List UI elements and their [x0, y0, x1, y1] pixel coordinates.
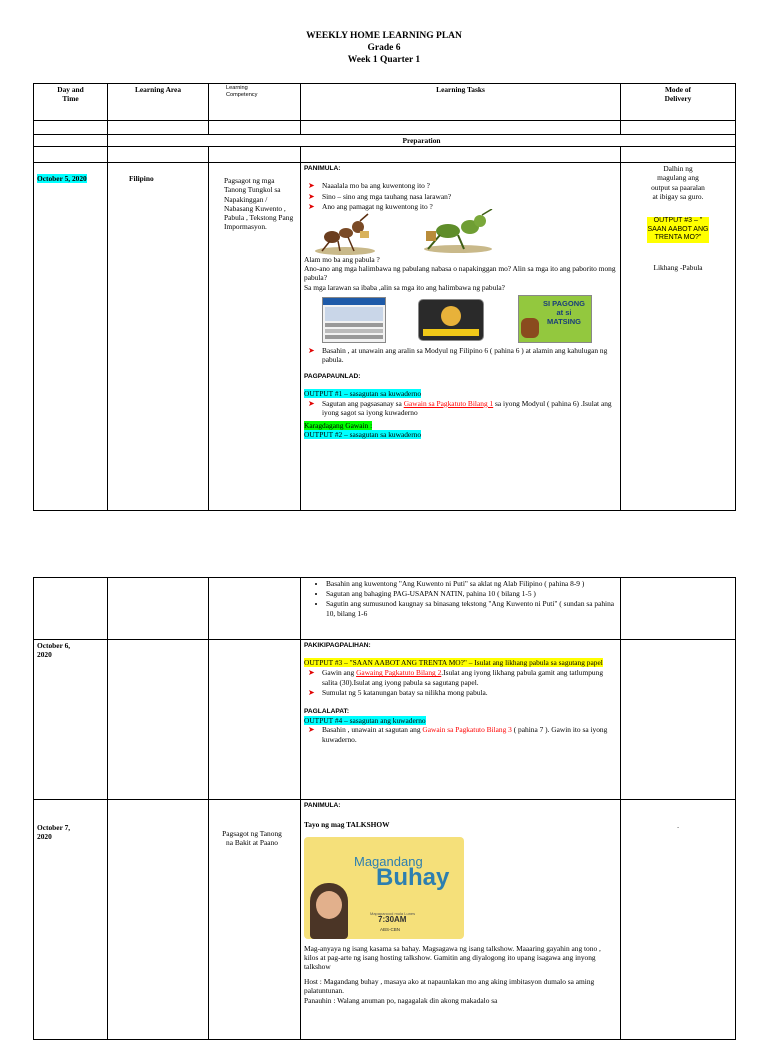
preparation-label: Preparation	[108, 135, 736, 147]
learning-plan-table-2	[33, 577, 736, 1040]
mode-text: Dalhin ng magulang ang output sa paaralan at ibigay sa guro.	[651, 164, 705, 201]
magandang-buhay-image-icon	[304, 837, 464, 939]
section-panimula: PANIMULA:	[304, 802, 341, 809]
mode-output-3: OUTPUT #3 – " SAAN AABOT ANG TRENTA MO?"	[647, 217, 709, 242]
col-header-tasks: Learning Tasks	[301, 84, 621, 121]
arrow-bullet-icon: ➤	[308, 181, 315, 191]
day-label: October 6, 2020	[37, 641, 71, 660]
table-header-row	[34, 84, 736, 121]
area-cell	[108, 163, 209, 511]
competency-cell	[209, 163, 301, 511]
output-4-label: OUTPUT #4 – sasagutan ang kuwaderno	[304, 716, 426, 726]
table-row	[34, 163, 736, 511]
image-caption: SI PAGONG at si MATSING	[543, 298, 585, 326]
karagdagang-gawain-label: Karagdagang Gawain :	[304, 421, 373, 431]
list-item: ➤ Gawin ang Gawaing Pagkatuto Bilang 2.Isulat ang iyong likhang pabula gamit ang tatlumpung salita (30).Isulat ang iyong pabula sa sagutang papel.	[308, 668, 604, 687]
arrow-bullet-icon: ➤	[308, 687, 315, 697]
example-images	[304, 295, 617, 345]
mode-cell	[621, 163, 736, 511]
table-row	[34, 640, 736, 800]
paragraph: Host : Magandang buhay , masaya ako at napaunlakan mo ang aking imbitasyon dumalo sa aming palatuntunan.	[304, 977, 595, 996]
arrow-bullet-icon: ➤	[308, 398, 315, 408]
mode-tail-text: Likhang -Pabula	[653, 262, 703, 272]
plan-title: WEEKLY HOME LEARNING PLAN	[306, 31, 462, 41]
gawain-2-link: Gawaing Pagkatuto Bilang 2	[356, 668, 442, 678]
section-pakikipagpalihan: PAKIKIPAGPALIHAN:	[304, 642, 371, 649]
list-item: ➤ Naaalala mo ba ang kuwentong ito ?	[308, 181, 430, 191]
learning-area: Filipino	[129, 174, 154, 184]
output-1-label: OUTPUT #1 – sasagutan sa kuwaderno	[304, 389, 422, 399]
list-item: ➤ Basahin , at unawain ang aralin sa Modyul ng Filipino 6 ( pahina 6 ) at alamin ang kahulugan ng pabula.	[308, 345, 608, 365]
question-text: Ano-ano ang mga halimbawa ng pabulang nabasa o napakinggan mo? Alin sa mga ito ang paborito mong pabula?	[304, 264, 616, 283]
paragraph: Mag-anyaya ng isang kasama sa bahay. Magsagawa ng isang talkshow. Maaaring gayahin ang tono , kilos at pag-arte ng isang hosting talkshow. Gamitin ang diyalogong ito upang isagawa ang inyong talkshow	[304, 943, 601, 972]
arrow-bullet-icon: ➤	[308, 201, 315, 211]
list-item: • Sagutin ang sumusunod kaugnay sa binasang tekstong "Ang Kuwento ni Puti" ( sundan sa pahina 10, bilang 1-6	[326, 599, 617, 617]
col-header-competency: Learning Competency	[209, 84, 301, 121]
page-header	[0, 30, 768, 66]
day-label: October 5, 2020	[37, 174, 87, 184]
competency-text: Pagsagot ng mga Tanong Tungkol sa Napakinggan / Nabasang Kuwento , Pabula , Tekstong Pang Impormasyon.	[224, 176, 294, 232]
list-item: ➤ Ano ang pamagat ng kuwentong ito ?	[308, 201, 433, 211]
cartoon-show-image-icon	[418, 299, 484, 341]
table-row	[34, 578, 736, 640]
paragraph: Panauhin : Walang anuman po, nagagalak din akong makadalo sa	[304, 995, 498, 1005]
question-text: Sa mga larawan sa ibaba ,alin sa mga ito ang halimbawa ng pabula?	[304, 282, 505, 292]
plan-week: Week 1 Quarter 1	[347, 55, 421, 65]
tasks-cell	[301, 640, 621, 800]
plan-grade: Grade 6	[367, 43, 401, 53]
competency-text: Pagsagot ng Tanong na Bakit at Paano	[222, 829, 282, 848]
tasks-cell	[301, 163, 621, 511]
show-time: 7:30AM	[378, 915, 407, 925]
list-item: ➤ Sumulat ng 5 katanungan batay sa nilikha mong pabula.	[308, 687, 488, 697]
output-2-label: OUTPUT #2 – sasagutan sa kuwaderno	[304, 430, 422, 440]
mode-cell: .	[621, 800, 736, 1040]
talkshow-heading: Tayo ng mag TALKSHOW	[304, 820, 390, 830]
section-paglalapat: PAGLALAPAT:	[304, 708, 350, 716]
pagong-matsing-image-icon	[518, 295, 592, 343]
day-label: October 7, 2020	[37, 823, 71, 842]
section-pagpapaunlad: PAGPAPAUNLAD:	[304, 373, 361, 381]
arrow-bullet-icon: ➤	[308, 345, 315, 355]
section-panimula: PANIMULA:	[304, 165, 341, 173]
grasshopper-image-icon	[418, 209, 498, 253]
arrow-bullet-icon: ➤	[308, 668, 315, 678]
ant-image-icon	[310, 213, 380, 257]
list-item: ➤ Basahin , unawain at sagutan ang Gawain sa Pagkatuto Bilang 3 ( pahina 7 ). Gawin ito sa iyong kuwaderno.	[308, 725, 608, 744]
spacer-row	[34, 147, 736, 163]
col-header-mode: Mode of Delivery	[621, 84, 736, 121]
question-text: Alam mo ba ang pabula ?	[304, 255, 380, 265]
show-days: Mapapanood mula Lunes	[370, 911, 416, 917]
day-cell	[34, 640, 108, 800]
preparation-row	[34, 135, 736, 147]
col-header-area: Learning Area	[108, 84, 209, 121]
tasks-cell	[301, 578, 621, 640]
list-item: • Sagutan ang bahaging PAG-USAPAN NATIN, pahina 10 ( bilang 1-5 )	[326, 589, 617, 598]
spacer-row	[34, 121, 736, 135]
output-3-label: OUTPUT #3 – "SAAN AABOT ANG TRENTA MO?" – Isulat ang likhang pabula sa sagutang papel	[304, 658, 603, 668]
day-cell	[34, 800, 108, 1040]
ant-grasshopper-images	[310, 213, 617, 255]
show-title-2: Buhay	[376, 864, 450, 892]
newspaper-image-icon	[322, 297, 386, 343]
gawain-1-link: Gawain sa Pagkatuto Bilang 1	[403, 398, 494, 408]
arrow-bullet-icon: ➤	[308, 191, 315, 201]
list-item: • Basahin ang kuwentong "Ang Kuwento ni Puti" sa aklat ng Alab Filipino ( pahina 8-9 )	[326, 579, 617, 588]
show-title-1: Magandang	[354, 854, 423, 870]
list-item: ➤ Sino – sino ang mga tauhang nasa larawan?	[308, 191, 452, 201]
day-cell	[34, 163, 108, 511]
arrow-bullet-icon: ➤	[308, 725, 315, 735]
table-row	[34, 800, 736, 1040]
list-item: ➤ Sagutan ang pagsasanay sa Gawain sa Pagkatuto Bilang 1 sa iyong Modyul ( pahina 6) .Isulat ang iyong sagot sa iyong kuwaderno	[308, 398, 612, 417]
col-header-day: Day and Time	[34, 84, 108, 121]
tasks-cell	[301, 800, 621, 1040]
show-network: ABS-CBN	[380, 927, 401, 933]
learning-plan-table-1	[33, 83, 736, 511]
gawain-3-link: Gawain sa Pagkatuto Bilang 3	[422, 725, 512, 735]
competency-cell	[209, 800, 301, 1040]
